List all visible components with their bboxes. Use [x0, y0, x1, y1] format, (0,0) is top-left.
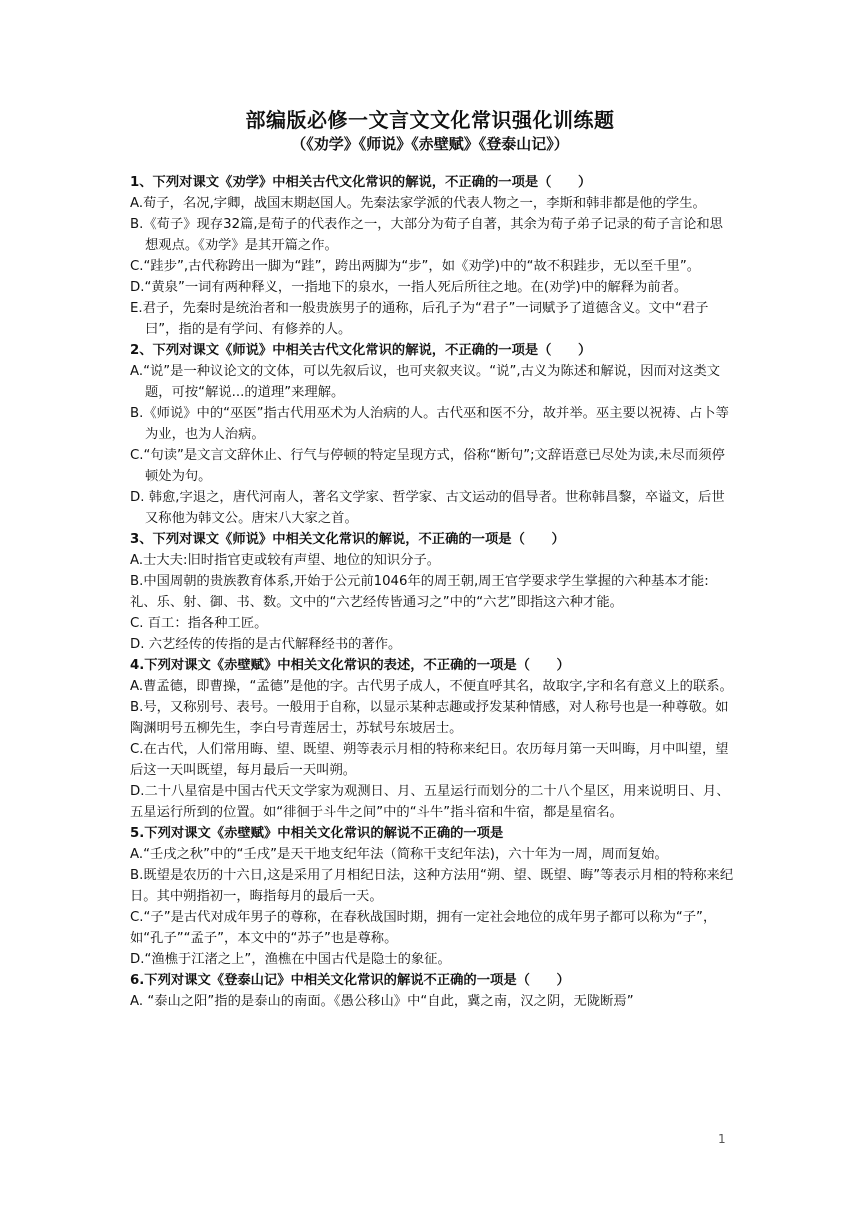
answer-option: E.君子，先秦时是统治者和一般贵族男子的通称，后孔子为“君子”一词赋予了道德含义。文中“君子曰”，指的是有学问、有修养的人。: [130, 301, 709, 337]
answer-option: A.曹孟德，即曹操，“孟德”是他的字。古代男子成人，不便直呼其名，故取字,字和名有意义上的联系。: [130, 679, 733, 694]
answer-option: D.二十八星宿是中国古代天文学家为观测日、月、五星运行而划分的二十八个星区，用来说明日、月、五星运行所到的位置。如“徘徊于斗牛之间”中的“斗牛”指斗宿和牛宿，都是星宿名。: [130, 784, 730, 820]
answer-option: C.在古代，人们常用晦、望、既望、朔等表示月相的特称来纪日。农历每月第一天叫晦，月中叫望，望后这一天叫既望，每月最后一天叫朔。: [130, 742, 729, 778]
answer-option: C.“跬步”,古代称跨出一脚为“跬”，跨出两脚为“步”，如《劝学)中的“故不积跬步，无以至千里”。: [130, 259, 701, 274]
answer-option: A. “泰山之阳”指的是泰山的南面。《愚公移山》中“自此，冀之南，汉之阴，无陇断焉”: [130, 994, 634, 1009]
answer-option: C. 百工：指各种工匠。: [130, 616, 268, 631]
answer-option: C.“句读”是文言文辞休止、行气与停顿的特定呈现方式，俗称“断句”;文辞语意已尽处为读,未尽而须停顿处为句。: [130, 448, 725, 484]
answer-option: A.士大夫:旧时指官吏或较有声望、地位的知识分子。: [130, 553, 441, 568]
answer-option: B.《师说》中的“巫医”指古代用巫术为人治病的人。古代巫和医不分，故并举。巫主要以祝祷、占卜等为业，也为人治病。: [130, 406, 729, 442]
answer-option: B.中国周朝的贵族教育体系,开始于公元前1046年的周王朝,周王官学要求学生掌握的六种基本才能:礼、乐、射、御、书、数。文中的“六艺经传皆通习之”中的“六艺”即指这六种才能。: [130, 574, 709, 610]
question-stem: 5.下列对课文《赤壁赋》中相关文化常识的解说不正确的一项是: [130, 826, 504, 841]
page-title: 部编版必修一文言文文化常识强化训练题: [245, 108, 615, 132]
question-stem: 4.下列对课文《赤壁赋》中相关文化常识的表述，不正确的一项是（ ）: [130, 658, 570, 673]
answer-option: D.“黄泉”一词有两种释义，一指地下的泉水，一指人死后所往之地。在(劝学)中的解释为前者。: [130, 280, 688, 295]
question-stem: 1、下列对课文《劝学》中相关古代文化常识的解说，不正确的一项是（ ）: [130, 175, 592, 190]
answer-option: D. 韩愈,字退之，唐代河南人，著名文学家、哲学家、古文运动的倡导者。世称韩昌黎，卒谥文，后世又称他为韩文公。唐宋八大家之首。: [130, 490, 725, 526]
question-list: [130, 172, 735, 1012]
answer-option: A.“说”是一种议论文的文体，可以先叙后议，也可夹叙夹议。“说”,古义为陈述和解说，因而对这类文题，可按“解说...的道理”来理解。: [130, 364, 721, 400]
question-stem: 2、下列对课文《师说》中相关古代文化常识的解说，不正确的一项是（ ）: [130, 343, 592, 358]
answer-option: D.“渔樵于江渚之上”，渔樵在中国古代是隐士的象征。: [130, 952, 451, 967]
answer-option: B.既望是农历的十六日,这是采用了月相纪日法，这种方法用“朔、望、既望、晦”等表示月相的特称来纪日。其中朔指初一，晦指每月的最后一天。: [130, 868, 734, 904]
answer-option: A.“壬戌之秋”中的“壬戌”是天干地支纪年法（简称干支纪年法)，六十年为一周，周而复始。: [130, 847, 668, 862]
question-stem: 3、下列对课文《师说》中相关文化常识的解说，不正确的一项是（ ）: [130, 532, 565, 547]
question-stem: 6.下列对课文《登泰山记》中相关文化常识的解说不正确的一项是（ ）: [130, 973, 570, 988]
answer-option: B.号，又称别号、表号。一般用于自称，以显示某种志趣或抒发某种情感，对人称号也是一种尊敬。如陶渊明号五柳先生，李白号青莲居士，苏轼号东坡居士。: [130, 700, 729, 736]
answer-option: C.“子”是古代对成年男子的尊称，在春秋战国时期，拥有一定社会地位的成年男子都可以称为“子”，如“孔子”“孟子”，本文中的“苏子”也是尊称。: [130, 910, 717, 946]
answer-option: B.《荀子》现存32篇,是荀子的代表作之一，大部分为荀子自著，其余为荀子弟子记录的荀子言论和思想观点。《劝学》是其开篇之作。: [130, 217, 723, 253]
answer-option: D. 六艺经传的传指的是古代解释经书的著作。: [130, 637, 402, 652]
page-number: 1: [718, 1132, 726, 1146]
page-subtitle: （《劝学》《师说》《赤壁赋》《登泰山记》）: [291, 135, 569, 153]
answer-option: A.荀子，名况,字卿，战国末期赵国人。先秦法家学派的代表人物之一，李斯和韩非都是他的学生。: [130, 196, 706, 211]
